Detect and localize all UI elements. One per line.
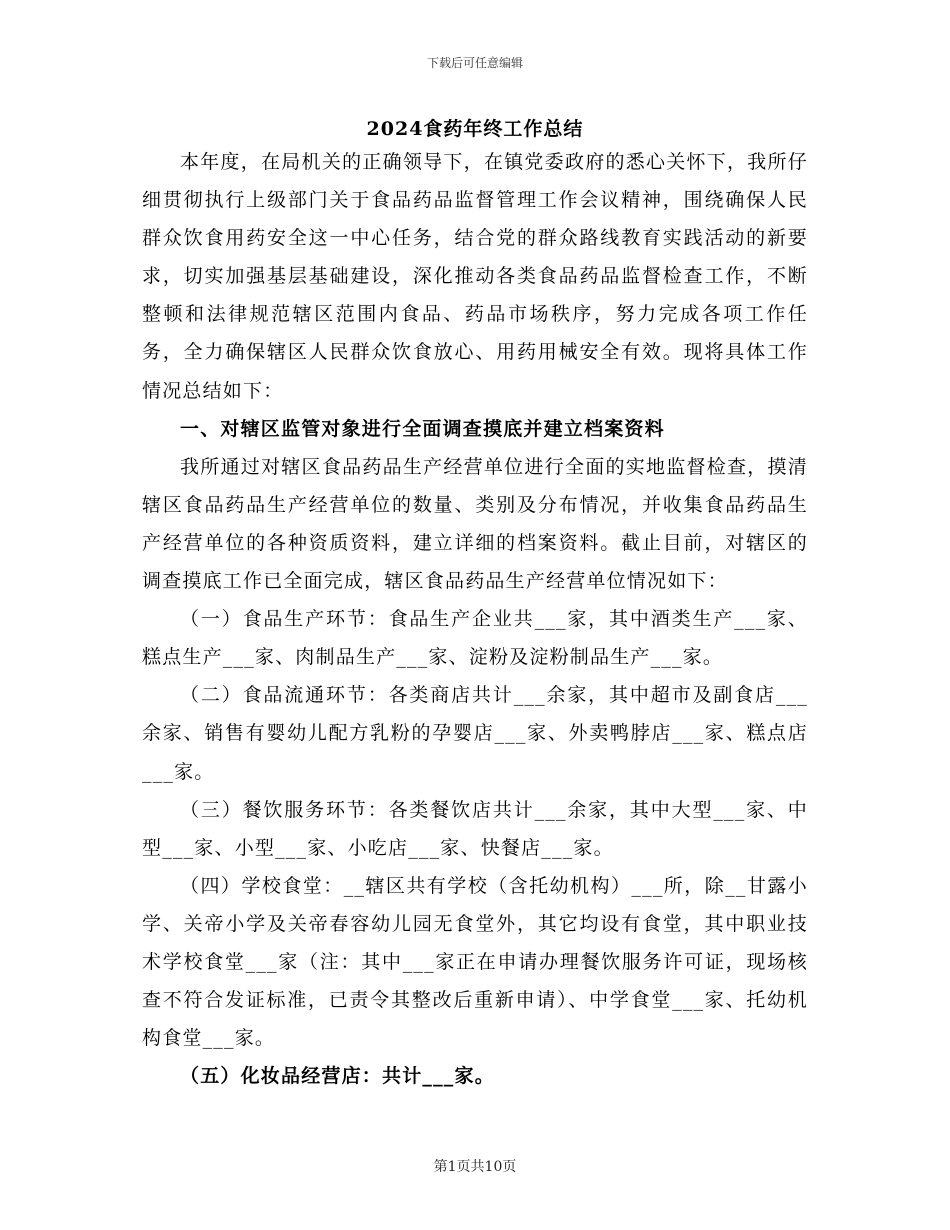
- header-note: 下载后可任意编辑: [426, 56, 523, 70]
- section-heading: 一、对辖区监管对象进行全面调查摸底并建立档案资料: [180, 417, 665, 440]
- page-number: 第1页共10页: [433, 1159, 517, 1175]
- intro-paragraph: 本年度，在局机关的正确领导下，在镇党委政府的悉心关怀下，我所仔细贯彻执行上级部门关于食品药品监督管理工作会议精神，围绕确保人民群众饮食用药安全这一中心任务，结合党的群众路线教育实践活动的新要求，切实加强基层基础建设，深化推动各类食品药品监督检查工作，不断整顿和法律规范辖区范围内食品、药品市场秩序，努力完成各项工作任务，全力确保辖区人民群众饮食放心、用药用械安全有效。现将具体工作情况总结如下：: [142, 151, 808, 402]
- food-production-paragraph: （一）食品生产环节：食品生产企业共___家，其中酒类生产___家、糕点生产___家、肉制品生产___家、淀粉及淀粉制品生产___家。: [142, 608, 808, 669]
- survey-paragraph: 我所通过对辖区食品药品生产经营单位进行全面的实地监督检查，摸清辖区食品药品生产经营单位的数量、类别及分布情况，并收集食品药品生产经营单位的各种资质资料，建立详细的档案资料。截止目前，对辖区的调查摸底工作已全面完成，辖区食品药品生产经营单位情况如下：: [142, 455, 808, 593]
- school-canteen-paragraph: （四）学校食堂：__辖区共有学校（含托幼机构）___所，除__甘露小学、关帝小学及关帝春容幼儿园无食堂外，其它均设有食堂，其中职业技术学校食堂___家（注：其中___家正在申请办理餐饮服务许可证，现场核查不符合发证标准，已责令其整改后重新申请）、中学食堂___家、托幼机构食堂___家。: [142, 874, 808, 1050]
- cosmetics-store-paragraph: （五）化妆品经营店：共计___家。: [180, 1065, 495, 1088]
- catering-service-paragraph: （三）餐饮服务环节：各类餐饮店共计___余家，其中大型___家、中型___家、小型___家、小吃店___家、快餐店___家。: [142, 798, 808, 859]
- food-circulation-paragraph: （二）食品流通环节：各类商店共计___余家，其中超市及副食店___余家、销售有婴幼儿配方乳粉的孕婴店___家、外卖鸭脖店___家、糕点店___家。: [142, 684, 808, 783]
- document-title: 2024食药年终工作总结: [366, 118, 584, 140]
- document-body: [142, 143, 808, 1095]
